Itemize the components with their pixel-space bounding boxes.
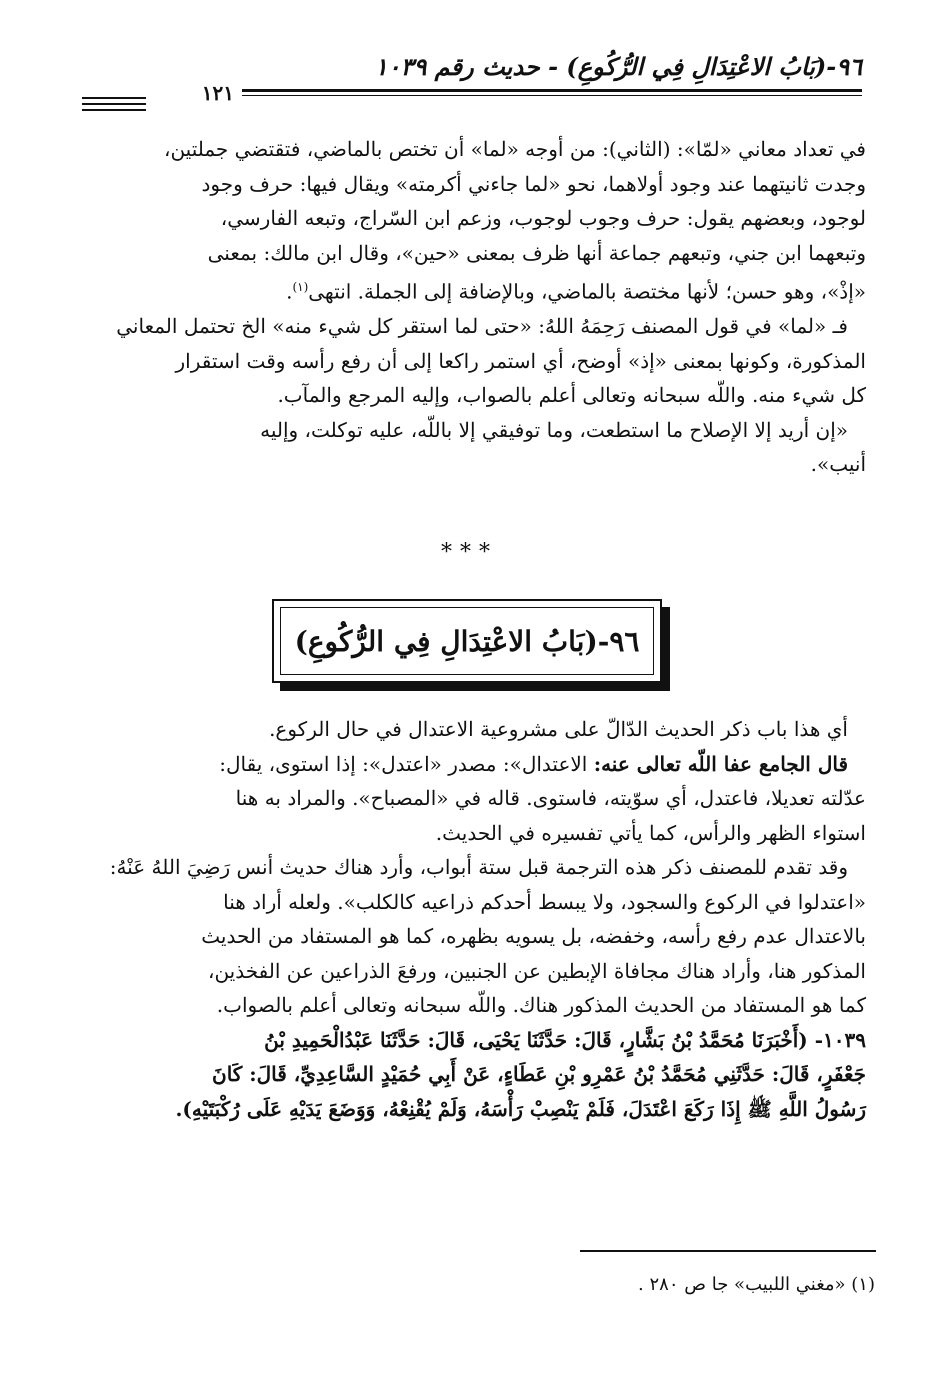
page-number-ornament xyxy=(82,97,146,115)
separator-stars: *** xyxy=(441,540,498,565)
page-number-area xyxy=(82,81,242,111)
line-end: . xyxy=(286,279,293,304)
text-line: المذكور هنا، وأراد هناك مجافاة الإبطين عن الجنبين، ورفعَ الذراعين عن الفخذين، xyxy=(208,958,866,983)
hadith-line: جَعْفَرٍ، قَالَ: حَدَّثَنِي مُحَمَّدُ بْنُ عَمْرِو بْنِ عَطَاءٍ، عَنْ أَبِي حُمَيْدٍ السَّاعِدِيِّ، قَالَ: كَانَ xyxy=(212,1062,866,1086)
chapter-box-frame xyxy=(272,599,662,683)
intro-line: أي هذا باب ذكر الحديث الدّالّ على مشروعية الاعتدال في حال الركوع. xyxy=(269,717,848,741)
text-line: «اعتدلوا في الركوع والسجود، ولا يبسط أحدكم ذراعيه كالكلب». ولعله أراد هنا xyxy=(223,889,866,914)
text-line: عدّلته تعديلا، فاعتدل، أي سوّيته، فاستوى. قاله في «المصباح». والمراد به هنا xyxy=(235,786,866,810)
text-line: وقد تقدم للمصنف ذكر هذه الترجمة قبل ستة أبواب، وأرد هناك حديث أنس رَضِيَ اللهُ عَنْهُ: xyxy=(109,855,848,879)
text-line: وتبعهما ابن جني، وتبعهم جماعة أنها ظرف بمعنى «حين»، وقال ابن مالك: بمعنى xyxy=(207,240,866,265)
chapter-title: ٩٦-(بَابُ الاعْتِدَالِ فِي الرُّكُوعِ) xyxy=(280,607,654,675)
section-2-text xyxy=(76,712,866,1126)
page-number: ١٢١ xyxy=(201,81,234,105)
jami-text: الاعتدال»: مصدر «اعتدل»: إذا استوى، يقال: xyxy=(219,751,594,776)
running-title: ٩٦-(بَابُ الاعْتِدَالِ فِي الرُّكُوعِ) - حديث رقم ١٠٣٩ xyxy=(374,52,862,81)
text-line: أنيب». xyxy=(810,452,866,477)
text-line: «إن أريد إلا الإصلاح ما استطعت، وما توفيقي إلا باللّه، عليه توكلت، وإليه xyxy=(260,417,848,442)
chapter-title-box xyxy=(272,599,662,683)
text-line: فـ «لما» في قول المصنف رَحِمَهُ اللهُ: «حتى لما استقر كل شيء منه» الخ تحتمل المعاني xyxy=(116,314,848,339)
footnote: (١) «مغني اللبيب» جا ص ٢٨٠ . xyxy=(638,1274,875,1295)
text-line: كما هو المستفاد من الحديث المذكور هناك. واللّه سبحانه وتعالى أعلم بالصواب. xyxy=(216,993,866,1017)
text-line: في تعداد معاني «لمّا»: (الثاني): من أوجه «لما» أن تختص بالماضي، فتقتضي جملتين، xyxy=(163,137,866,161)
hadith-line: رَسُولُ اللَّهِ ﷺ إِذَا رَكَعَ اعْتَدَلَ، فَلَمْ يَنْصِبْ رَأْسَهُ، وَلَمْ يُقْنِعْهُ، وَوَضَعَ يَدَيْهِ عَلَى رُكْبَتَيْهِ). xyxy=(175,1096,866,1121)
jami-label: قال الجامع عفا اللّه تعالى عنه: xyxy=(593,751,848,776)
page-header xyxy=(82,52,862,105)
section-1-text xyxy=(76,132,866,482)
text-line: استواء الظهر والرأس، كما يأتي تفسيره في الحديث. xyxy=(435,820,866,845)
text-line: بالاعتدال عدم رفع رأسه، وخفضه، بل يسويه بظهره، كما هو المستفاد من الحديث xyxy=(201,924,866,948)
hadith-line: ١٠٣٩- (أَخْبَرَنَا مُحَمَّدُ بْنُ بَشَّارٍ، قَالَ: حَدَّثَنَا يَحْيَى، قَالَ: حَدَّثَنَا عَبْدُالْحَمِيدِ بْنُ xyxy=(264,1027,866,1052)
text-line xyxy=(76,747,866,782)
footnote-ref: (١) xyxy=(292,280,309,294)
text-line: كل شيء منه. واللّه سبحانه وتعالى أعلم بالصواب، وإليه المرجع والمآب. xyxy=(277,383,866,408)
footnote-rule xyxy=(580,1250,876,1252)
text-line-5: «إذْ»، وهو حسن؛ لأنها مختصة بالماضي، وبالإضافة إلى الجملة. انتهى xyxy=(308,279,866,304)
text-line: المذكورة، وكونها بمعنى «إذ» أوضح، أي استمر راكعا إلى أن رفع رأسه وقت استقرار xyxy=(175,348,866,373)
text-line: وجدت ثانيتهما عند وجود أولاهما، نحو «لما جاءني أكرمته» ويقال فيها: حرف وجود xyxy=(201,171,866,196)
text-line xyxy=(76,270,866,309)
text-line: لوجود، وبعضهم يقول: حرف وجوب لوجوب، وزعم ابن السّراج، وتبعه الفارسي، xyxy=(220,206,866,230)
